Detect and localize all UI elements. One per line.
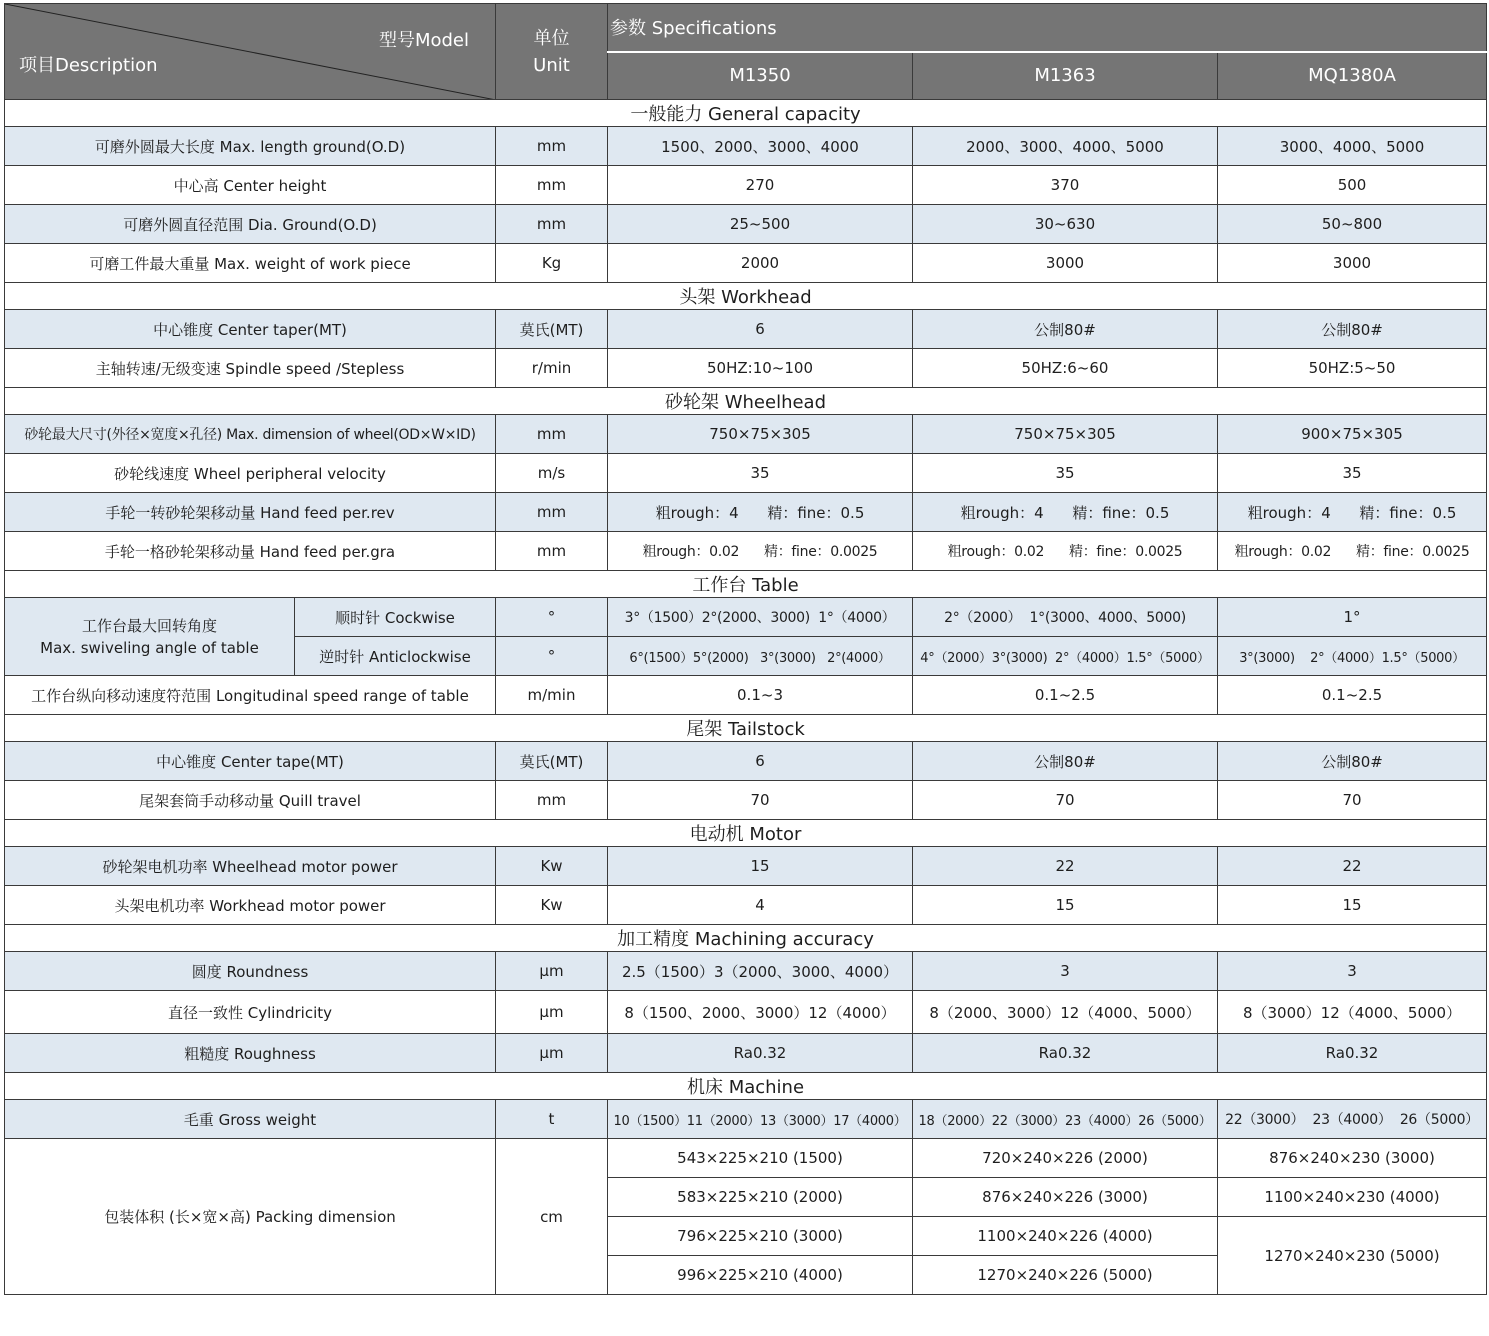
cell-m1350: 6°(1500）5°(2000) 3°(3000) 2°(4000） [608,637,913,676]
table-row [5,205,1487,244]
header-corner-cell [5,4,496,100]
table-row [5,1034,1487,1073]
cell-m1363: 粗rough：4 精：fine：0.5 [913,493,1218,532]
cell-m1363: 70 [913,781,1218,820]
row-label: 中心高 Center height [5,166,496,205]
cell-mq1380a: 22（3000） 23（4000） 26（5000） [1218,1100,1487,1139]
section-wheelhead: 砂轮架 Wheelhead [5,388,1487,415]
row-label: 工作台纵向移动速度符范围 Longitudinal speed range of table [5,676,496,715]
cell-m1350: 70 [608,781,913,820]
cell-mq1380a: 0.1~2.5 [1218,676,1487,715]
section-tailstock: 尾架 Tailstock [5,715,1487,742]
row-label: 圆度 Roundness [5,952,496,991]
cell-m1363: 4°（2000）3°(3000) 2°（4000）1.5°（5000） [913,637,1218,676]
table-row [5,166,1487,205]
row-label: 可磨外圆最大长度 Max. length ground(O.D) [5,127,496,166]
row-label: 砂轮架电机功率 Wheelhead motor power [5,847,496,886]
row-unit: Kw [496,886,608,925]
table-row [5,532,1487,571]
table-row [5,676,1487,715]
table-row [5,415,1487,454]
cell-m1350: 796×225×210 (3000) [608,1217,913,1256]
table-row [5,244,1487,283]
row-label: 直径一致性 Cylindricity [5,991,496,1034]
cell-m1350: 543×225×210 (1500) [608,1139,913,1178]
header-specifications: 参数 Specifications [608,4,1487,52]
cell-m1363: 8（2000、3000）12（4000、5000） [913,991,1218,1034]
row-sublabel: 逆时针 Anticlockwise [295,637,496,676]
row-label: 手轮一转砂轮架移动量 Hand feed per.rev [5,493,496,532]
row-unit: r/min [496,349,608,388]
cell-m1350: 750×75×305 [608,415,913,454]
cell-mq1380a: Ra0.32 [1218,1034,1487,1073]
row-unit: ° [496,637,608,676]
row-unit: mm [496,493,608,532]
section-machine: 机床 Machine [5,1073,1487,1100]
cell-m1350: 6 [608,310,913,349]
cell-m1350: 996×225×210 (4000) [608,1256,913,1295]
row-unit: m/min [496,676,608,715]
header-model-m1350: M1350 [608,52,913,100]
cell-mq1380a: 15 [1218,886,1487,925]
cell-m1350: 6 [608,742,913,781]
cell-m1363: 18（2000）22（3000）23（4000）26（5000） [913,1100,1218,1139]
row-unit: mm [496,781,608,820]
cell-m1350: 2.5（1500）3（2000、3000、4000） [608,952,913,991]
row-unit: μm [496,1034,608,1073]
header-unit [496,4,608,100]
header-unit-cn: 单位 [533,27,570,49]
cell-mq1380a: 1° [1218,598,1487,637]
cell-m1363: 720×240×226 (2000) [913,1139,1218,1178]
cell-m1350: 10（1500）11（2000）13（3000）17（4000） [608,1100,913,1139]
cell-m1363: 750×75×305 [913,415,1218,454]
row-label: 主轴转速/无级变速 Spindle speed /Stepless [5,349,496,388]
cell-m1350: 270 [608,166,913,205]
table-row [5,454,1487,493]
row-unit: Kg [496,244,608,283]
row-unit: μm [496,991,608,1034]
cell-m1350: 粗rough：0.02 精：fine：0.0025 [608,532,913,571]
row-label: 中心锥度 Center tape(MT) [5,742,496,781]
section-accuracy: 加工精度 Machining accuracy [5,925,1487,952]
row-label-swivel [5,598,295,676]
cell-m1350: 2000 [608,244,913,283]
row-unit: 莫氏(MT) [496,742,608,781]
table-row [5,952,1487,991]
cell-m1363: 1100×240×226 (4000) [913,1217,1218,1256]
table-row [5,349,1487,388]
row-unit: t [496,1100,608,1139]
cell-mq1380a: 公制80# [1218,742,1487,781]
cell-m1363: 2000、3000、4000、5000 [913,127,1218,166]
cell-mq1380a: 粗rough：0.02 精：fine：0.0025 [1218,532,1487,571]
cell-m1363: 3 [913,952,1218,991]
table-row [5,886,1487,925]
cell-m1350: 583×225×210 (2000) [608,1178,913,1217]
cell-m1363: 公制80# [913,310,1218,349]
row-unit: Kw [496,847,608,886]
cell-m1363: 30~630 [913,205,1218,244]
cell-m1363: 22 [913,847,1218,886]
cell-m1350: 4 [608,886,913,925]
section-motor: 电动机 Motor [5,820,1487,847]
row-label: 可磨工件最大重量 Max. weight of work piece [5,244,496,283]
cell-mq1380a: 500 [1218,166,1487,205]
cell-m1350: Ra0.32 [608,1034,913,1073]
cell-m1363: 2°（2000） 1°(3000、4000、5000) [913,598,1218,637]
cell-mq1380a: 876×240×230 (3000) [1218,1139,1487,1178]
table-row [5,1139,1487,1178]
spec-table [4,3,1487,1295]
cell-mq1380a: 3000、4000、5000 [1218,127,1487,166]
cell-m1363: 3000 [913,244,1218,283]
section-general: 一般能力 General capacity [5,100,1487,127]
swivel-label-cn: 工作台最大回转角度 [81,616,217,635]
row-unit: mm [496,415,608,454]
cell-m1363: Ra0.32 [913,1034,1218,1073]
cell-mq1380a: 70 [1218,781,1487,820]
cell-mq1380a: 50HZ:5~50 [1218,349,1487,388]
cell-m1350: 25~500 [608,205,913,244]
header-unit-en: Unit [533,54,570,76]
section-workhead: 头架 Workhead [5,283,1487,310]
cell-mq1380a: 1100×240×230 (4000) [1218,1178,1487,1217]
table-row [5,310,1487,349]
cell-mq1380a: 50~800 [1218,205,1487,244]
row-unit: cm [496,1139,608,1295]
cell-mq1380a: 3°(3000) 2°（4000）1.5°（5000） [1218,637,1487,676]
header-model: 型号Model [378,30,469,51]
cell-m1363: 876×240×226 (3000) [913,1178,1218,1217]
row-unit: ° [496,598,608,637]
row-label: 头架电机功率 Workhead motor power [5,886,496,925]
row-label: 尾架套筒手动移动量 Quill travel [5,781,496,820]
cell-m1350: 15 [608,847,913,886]
cell-m1363: 35 [913,454,1218,493]
swivel-label-en: Max. swiveling angle of table [40,638,259,657]
row-unit: mm [496,205,608,244]
cell-mq1380a: 1270×240×230 (5000) [1218,1217,1487,1295]
cell-m1350: 0.1~3 [608,676,913,715]
row-label: 手轮一格砂轮架移动量 Hand feed per.gra [5,532,496,571]
cell-m1363: 15 [913,886,1218,925]
row-unit: μm [496,952,608,991]
cell-mq1380a: 22 [1218,847,1487,886]
table-row [5,742,1487,781]
row-label: 毛重 Gross weight [5,1100,496,1139]
cell-m1350: 3°（1500）2°(2000、3000) 1°（4000） [608,598,913,637]
cell-mq1380a: 3000 [1218,244,1487,283]
table-row [5,781,1487,820]
cell-m1363: 0.1~2.5 [913,676,1218,715]
row-sublabel: 顺时针 Cockwise [295,598,496,637]
table-row [5,127,1487,166]
table-row [5,847,1487,886]
cell-m1350: 8（1500、2000、3000）12（4000） [608,991,913,1034]
cell-m1363: 粗rough：0.02 精：fine：0.0025 [913,532,1218,571]
row-label: 包装体积 (长×宽×高) Packing dimension [5,1139,496,1295]
cell-mq1380a: 粗rough：4 精：fine：0.5 [1218,493,1487,532]
table-row [5,598,1487,637]
row-unit: 莫氏(MT) [496,310,608,349]
cell-mq1380a: 35 [1218,454,1487,493]
cell-m1363: 370 [913,166,1218,205]
section-table: 工作台 Table [5,571,1487,598]
cell-mq1380a: 900×75×305 [1218,415,1487,454]
cell-m1350: 50HZ:10~100 [608,349,913,388]
table-row [5,493,1487,532]
cell-mq1380a: 8（3000）12（4000、5000） [1218,991,1487,1034]
row-label: 砂轮线速度 Wheel peripheral velocity [5,454,496,493]
cell-m1363: 1270×240×226 (5000) [913,1256,1218,1295]
cell-mq1380a: 公制80# [1218,310,1487,349]
row-label: 可磨外圆直径范围 Dia. Ground(O.D) [5,205,496,244]
row-unit: mm [496,166,608,205]
header-description: 项目Description [19,55,158,76]
cell-m1363: 50HZ:6~60 [913,349,1218,388]
row-unit: m/s [496,454,608,493]
cell-m1350: 粗rough：4 精：fine：0.5 [608,493,913,532]
cell-m1350: 1500、2000、3000、4000 [608,127,913,166]
table-row [5,1100,1487,1139]
cell-mq1380a: 3 [1218,952,1487,991]
cell-m1363: 公制80# [913,742,1218,781]
header-model-m1363: M1363 [913,52,1218,100]
row-label: 粗糙度 Roughness [5,1034,496,1073]
header-model-mq1380a: MQ1380A [1218,52,1487,100]
row-label: 中心锥度 Center taper(MT) [5,310,496,349]
table-row [5,991,1487,1034]
row-unit: mm [496,532,608,571]
cell-m1350: 35 [608,454,913,493]
row-unit: mm [496,127,608,166]
row-label: 砂轮最大尺寸(外径×宽度×孔径) Max. dimension of wheel(OD×W×ID) [5,415,496,454]
